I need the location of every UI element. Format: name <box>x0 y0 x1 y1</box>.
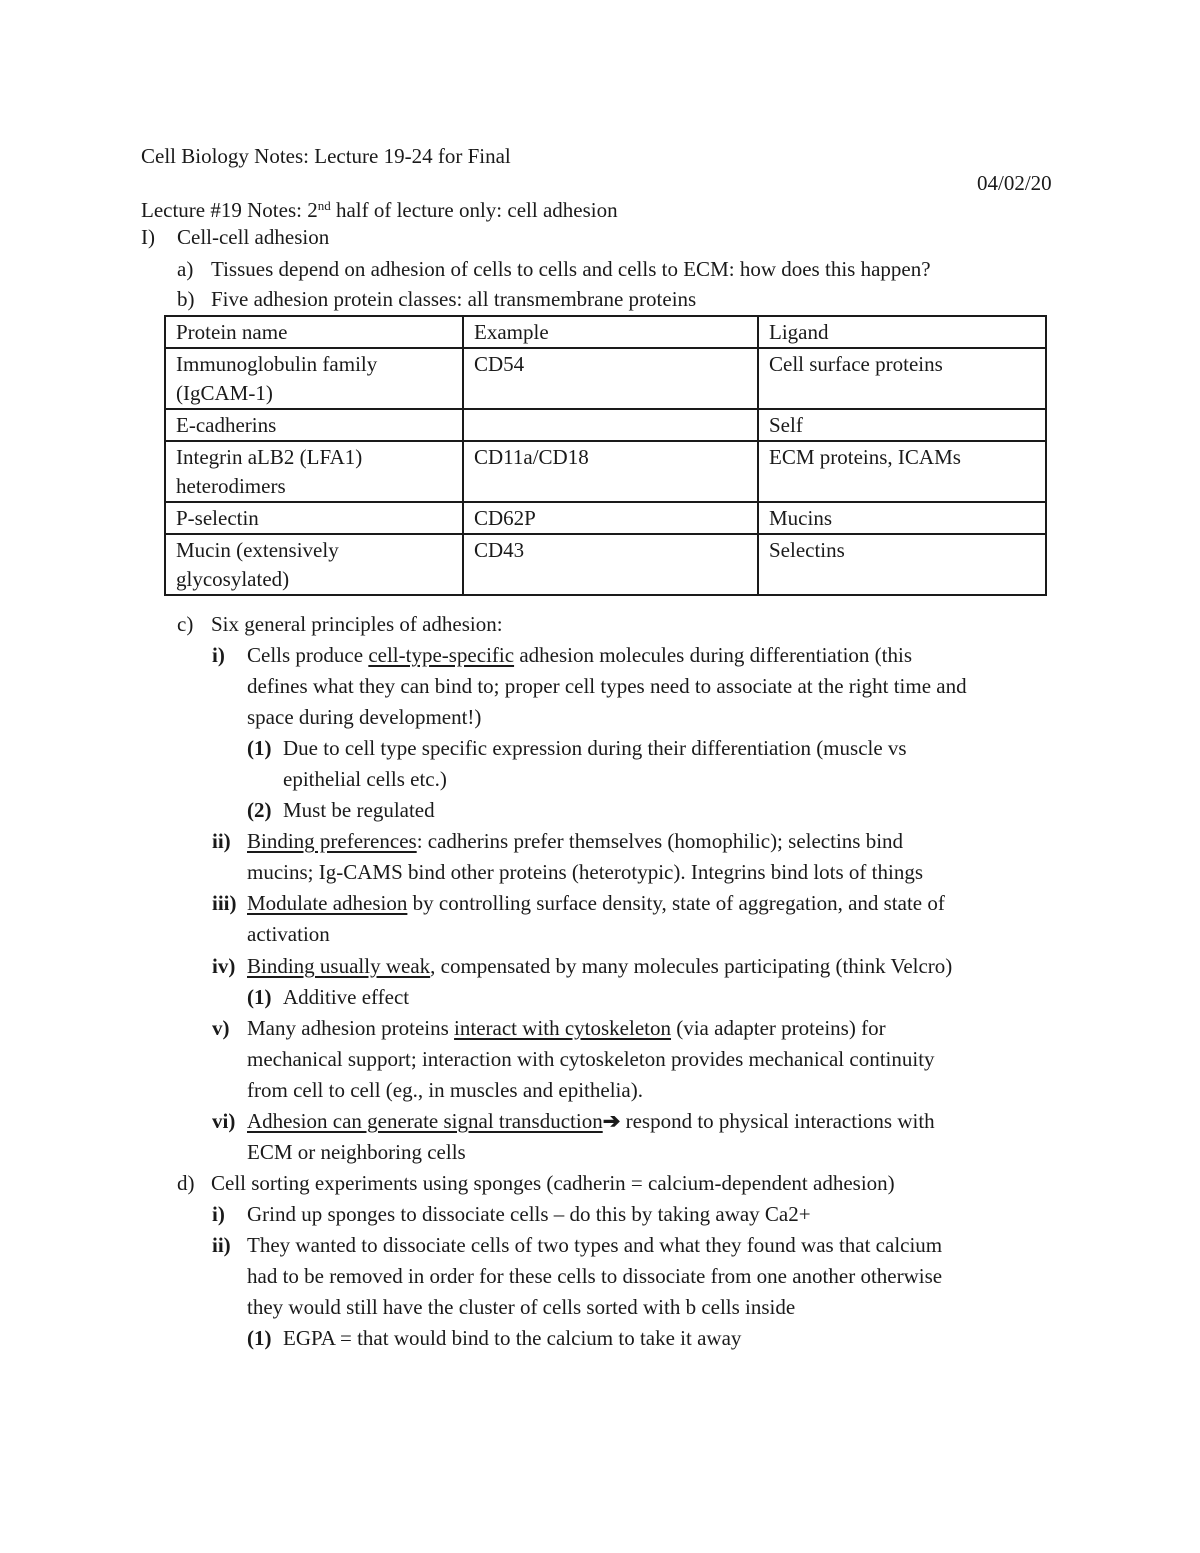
d-ii-line1: They wanted to dissociate cells of two types and what they found was that calcium <box>247 1233 943 1257</box>
c-i-sub1-marker: (1) <box>247 736 272 760</box>
table-cell: Cell surface proteins <box>758 348 1046 409</box>
table-cell: CD43 <box>463 534 758 595</box>
c-i-sub1-line1: Due to cell type specific expression during their differentiation (muscle vs <box>283 736 907 760</box>
c-i-line1 <box>247 641 912 669</box>
c-iv-line1-underlined: Binding usually weak <box>247 954 431 978</box>
c-iii-line1-post: by controlling surface density, state of aggregation, and state of <box>407 891 945 915</box>
c-vi-line1 <box>247 1107 935 1135</box>
table-cell: Mucins <box>758 502 1046 534</box>
c-ii-marker: ii) <box>212 829 231 853</box>
item-b-marker: b) <box>177 287 195 311</box>
lecture-heading-pre: Lecture #19 Notes: 2 <box>141 198 318 222</box>
table-row <box>165 534 1046 595</box>
c-i-marker: i) <box>212 643 225 667</box>
c-v-line1-underlined: interact with cytoskeleton <box>454 1016 671 1040</box>
table-cell: CD54 <box>463 348 758 409</box>
c-iii-line2: activation <box>247 922 330 946</box>
item-c-text: Six general principles of adhesion: <box>211 612 503 636</box>
table-header-row <box>165 316 1046 348</box>
c-v-line1-pre: Many adhesion proteins <box>247 1016 455 1040</box>
table-cell: CD62P <box>463 502 758 534</box>
section-I-marker: I) <box>141 225 155 249</box>
table-cell: Immunoglobulin family (IgCAM-1) <box>165 348 463 409</box>
table-row <box>165 441 1046 502</box>
c-vi-line1-underlined: Adhesion can generate signal transduction <box>247 1109 603 1133</box>
c-vi-line2: ECM or neighboring cells <box>247 1140 466 1164</box>
table-row <box>165 409 1046 441</box>
c-i-line1-pre: Cells produce <box>247 643 369 667</box>
c-i-line2: defines what they can bind to; proper cell types need to associate at the right time and <box>247 674 967 698</box>
table-cell: P-selectin <box>165 502 463 534</box>
c-vi-marker: vi) <box>212 1109 236 1133</box>
c-ii-line2: mucins; Ig-CAMS bind other proteins (heterotypic). Integrins bind lots of things <box>247 860 923 884</box>
lecture-heading <box>141 196 618 224</box>
c-iv-sub1-marker: (1) <box>247 985 272 1009</box>
table-row <box>165 502 1046 534</box>
c-iv-line1 <box>247 952 952 980</box>
table-cell: CD11a/CD18 <box>463 441 758 502</box>
c-v-line1-post: (via adapter proteins) for <box>670 1016 886 1040</box>
c-iv-marker: iv) <box>212 954 236 978</box>
c-i-sub2-line1: Must be regulated <box>283 798 435 822</box>
d-ii-marker: ii) <box>212 1233 231 1257</box>
table-cell: Selectins <box>758 534 1046 595</box>
table-row <box>165 348 1046 409</box>
d-i-marker: i) <box>212 1202 225 1226</box>
table-cell: Self <box>758 409 1046 441</box>
lecture-heading-sup: nd <box>317 198 331 213</box>
c-i-line3: space during development!) <box>247 705 482 729</box>
c-iii-line1 <box>247 889 945 917</box>
c-v-line1 <box>247 1014 886 1042</box>
section-I-text: Cell-cell adhesion <box>177 225 330 249</box>
c-v-marker: v) <box>212 1016 230 1040</box>
item-b-text: Five adhesion protein classes: all transmembrane proteins <box>211 287 697 311</box>
table-cell: Integrin aLB2 (LFA1) heterodimers <box>165 441 463 502</box>
table-cell: ECM proteins, ICAMs <box>758 441 1046 502</box>
item-d-marker: d) <box>177 1171 195 1195</box>
c-iv-line1-post: , compensated by many molecules participating (think Velcro) <box>430 954 953 978</box>
d-ii-sub1-line1: EGPA = that would bind to the calcium to take it away <box>283 1326 742 1350</box>
document-title: Cell Biology Notes: Lecture 19-24 for Final <box>141 144 511 168</box>
c-iii-marker: iii) <box>212 891 237 915</box>
d-ii-sub1-marker: (1) <box>247 1326 272 1350</box>
document-date: 04/02/20 <box>977 171 1052 195</box>
table-cell: Mucin (extensively glycosylated) <box>165 534 463 595</box>
c-ii-line1-post: : cadherins prefer themselves (homophilic); selectins bind <box>416 829 904 853</box>
c-i-line1-post: adhesion molecules during differentiation (this <box>514 643 912 667</box>
d-i-line1: Grind up sponges to dissociate cells – do this by taking away Ca2+ <box>247 1202 811 1226</box>
item-c-marker: c) <box>177 612 194 636</box>
table-header-cell: Example <box>463 316 758 348</box>
adhesion-protein-table <box>164 315 1047 596</box>
table-header-cell: Protein name <box>165 316 463 348</box>
d-ii-line2: had to be removed in order for these cells to dissociate from one another otherwise <box>247 1264 943 1288</box>
d-ii-line3: they would still have the cluster of cells sorted with b cells inside <box>247 1295 796 1319</box>
lecture-heading-post: half of lecture only: cell adhesion <box>330 198 618 222</box>
item-d-text: Cell sorting experiments using sponges (cadherin = calcium-dependent adhesion) <box>211 1171 895 1195</box>
c-ii-line1-underlined: Binding preferences <box>247 829 417 853</box>
item-a-text: Tissues depend on adhesion of cells to cells and cells to ECM: how does this happen? <box>211 257 931 281</box>
c-vi-line1-post: respond to physical interactions with <box>620 1109 935 1133</box>
table-header-cell: Ligand <box>758 316 1046 348</box>
item-a-marker: a) <box>177 257 194 281</box>
table-cell <box>463 409 758 441</box>
c-i-line1-underlined: cell-type-specific <box>368 643 515 667</box>
c-i-sub2-marker: (2) <box>247 798 272 822</box>
c-iv-sub1-line1: Additive effect <box>283 985 410 1009</box>
table-cell: E-cadherins <box>165 409 463 441</box>
c-iii-line1-underlined: Modulate adhesion <box>247 891 408 915</box>
c-v-line3: from cell to cell (eg., in muscles and epithelia). <box>247 1078 643 1102</box>
c-i-sub1-line2: epithelial cells etc.) <box>283 767 447 791</box>
c-ii-line1 <box>247 827 903 855</box>
arrow-right-icon: ➔ <box>602 1109 621 1133</box>
c-v-line2: mechanical support; interaction with cytoskeleton provides mechanical continuity <box>247 1047 935 1071</box>
